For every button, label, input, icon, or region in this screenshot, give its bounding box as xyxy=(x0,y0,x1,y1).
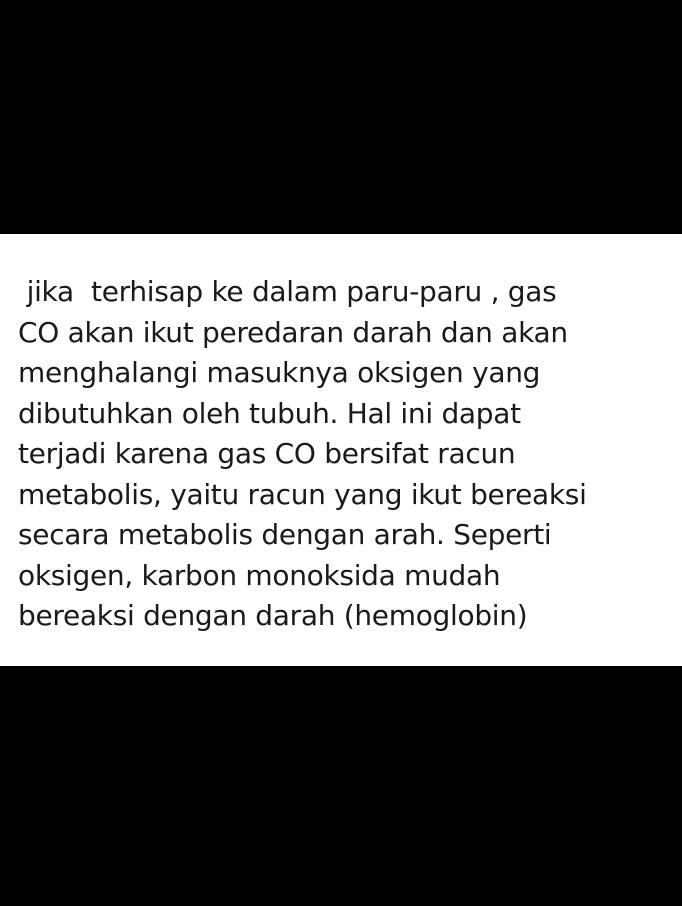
bottom-black-bar xyxy=(0,666,682,906)
top-black-bar xyxy=(0,0,682,234)
text-line-3: menghalangi masuknya oksigen yang xyxy=(18,356,541,389)
text-line-9: bereaksi dengan darah (hemoglobin) xyxy=(18,599,528,632)
text-line-4: dibutuhkan oleh tubuh. Hal ini dapat xyxy=(18,396,521,430)
text-line-2: CO akan ikut peredaran darah dan akan xyxy=(18,315,568,349)
text-line-5: terjadi karena gas CO bersifat racun xyxy=(18,437,516,470)
text-line-6: metabolis, yaitu racun yang ikut bereaksi xyxy=(18,477,587,511)
text-line-1: jika terhisap ke dalam paru-paru , gas xyxy=(18,275,557,308)
text-panel xyxy=(0,234,682,666)
text-line-7: secara metabolis dengan arah. Seperti xyxy=(18,518,552,551)
text-line-8: oksigen, karbon monoksida mudah xyxy=(18,558,501,592)
